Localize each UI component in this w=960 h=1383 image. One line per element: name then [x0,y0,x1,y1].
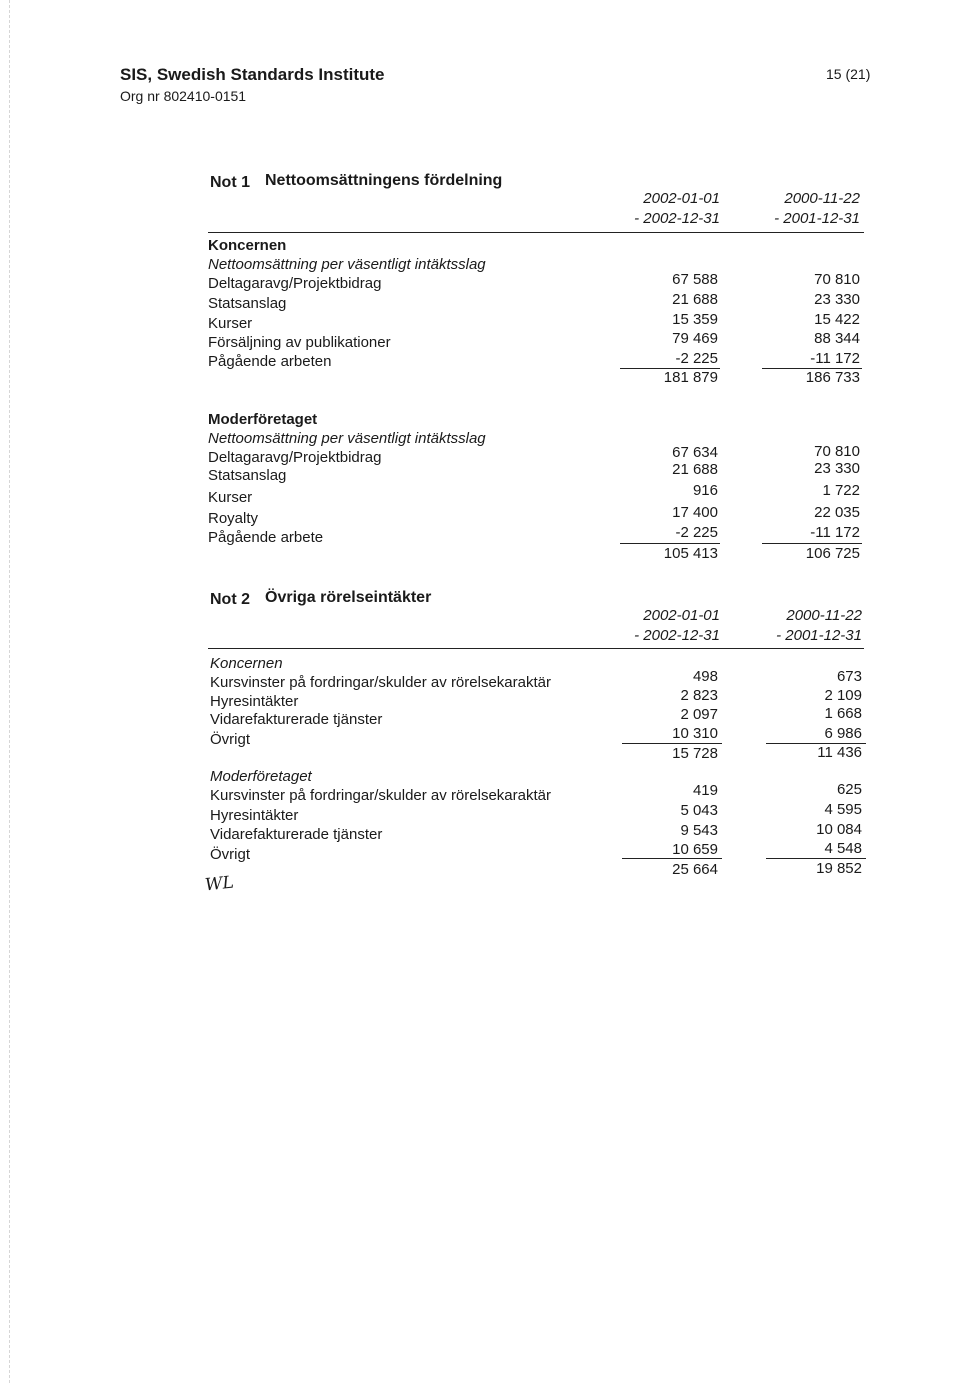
signature-initials: WL [204,872,235,896]
note2-header-rule [208,648,864,649]
table-row-label: Deltagaravg/Projektbidrag [208,449,382,466]
table-cell: 6 986 [824,725,862,742]
table-cell: 10 310 [672,725,718,742]
note1-col2-to: - 2001-12-31 [774,210,860,227]
table-cell: 17 400 [672,504,718,521]
table-cell: 673 [836,668,862,685]
table-cell: 21 688 [672,291,718,308]
table-cell: 23 330 [814,460,860,477]
table-cell: -2 225 [675,350,718,367]
sum-rule [622,858,722,859]
sum-rule [766,858,866,859]
note1-label: Not 1 [210,174,250,191]
note2-koncernen-heading: Koncernen [210,655,283,672]
table-row-label: Hyresintäkter [210,693,299,710]
total-cell: 106 725 [805,545,860,562]
note1-moder-subheading: Nettoomsättning per väsentligt intäktsslag [208,430,486,447]
table-cell: 79 469 [672,330,718,347]
table-row-label: Statsanslag [208,467,287,484]
note2-moder-heading: Moderföretaget [210,768,312,785]
sum-rule [762,543,862,544]
note1-moder-heading: Moderföretaget [208,411,318,428]
total-cell: 25 664 [672,861,718,878]
total-cell: 186 733 [805,369,860,386]
table-row-label: Försäljning av publikationer [208,334,391,351]
table-cell: 21 688 [672,461,718,478]
table-cell: 1 668 [824,705,862,722]
table-row-label: Royalty [208,510,259,527]
note2-label: Not 2 [210,591,250,608]
table-cell: -2 225 [675,524,718,541]
table-row-label: Övrigt [210,731,251,748]
note1-col1-to: - 2002-12-31 [634,210,720,227]
table-cell: 1 722 [822,482,860,499]
table-cell: 2 097 [680,706,718,723]
table-cell: 9 543 [680,822,718,839]
table-row-label: Pågående arbete [208,529,324,546]
sum-rule [620,543,720,544]
table-cell: -11 172 [810,524,860,541]
total-cell: 15 728 [672,745,718,762]
note1-col2-from: 2000-11-22 [784,190,860,207]
scan-edge [9,0,10,1383]
table-row-label: Övrigt [210,846,251,863]
table-row-label: Vidarefakturerade tjänster [210,826,383,843]
note1-header-rule [208,232,864,233]
table-cell: 625 [836,781,862,798]
table-cell: 10 659 [672,841,718,858]
note2-col2-to: - 2001-12-31 [776,627,862,644]
note2-col1-to: - 2002-12-31 [634,627,720,644]
table-cell: 88 344 [814,330,860,347]
total-cell: 19 852 [816,860,862,877]
note1-title: Nettoomsättningens fördelning [265,172,503,189]
table-row-label: Kursvinster på fordringar/skulder av rörelsekaraktär [210,787,551,804]
table-row-label: Kurser [208,315,253,332]
table-cell: 498 [692,668,718,685]
table-cell: 22 035 [814,504,860,521]
org-number: Org nr 802410-0151 [120,88,247,104]
total-cell: 105 413 [663,545,718,562]
table-cell: 67 634 [672,444,718,461]
note1-col1-from: 2002-01-01 [643,190,720,207]
table-cell: 4 548 [824,840,862,857]
table-cell: 15 422 [814,311,860,328]
org-name: SIS, Swedish Standards Institute [120,65,385,84]
table-row-label: Pågående arbeten [208,353,332,370]
note1-koncernen-heading: Koncernen [208,237,287,254]
note1-koncernen-subheading: Nettoomsättning per väsentligt intäktsslag [208,256,486,273]
table-row-label: Vidarefakturerade tjänster [210,711,383,728]
table-cell: 15 359 [672,311,718,328]
table-row-label: Hyresintäkter [210,807,299,824]
table-cell: 2 109 [824,687,862,704]
note2-title: Övriga rörelseintäkter [265,589,432,606]
table-cell: 5 043 [680,802,718,819]
sum-rule [622,743,722,744]
table-cell: 2 823 [680,687,718,704]
page-number: 15 (21) [826,66,871,82]
table-cell: 70 810 [814,443,860,460]
table-cell: 419 [692,782,718,799]
total-cell: 11 436 [817,744,862,761]
table-cell: 70 810 [814,271,860,288]
table-cell: 4 595 [824,801,862,818]
total-cell: 181 879 [663,369,718,386]
table-cell: 23 330 [814,291,860,308]
table-cell: 916 [692,482,718,499]
table-cell: -11 172 [810,350,860,367]
table-row-label: Kursvinster på fordringar/skulder av rörelsekaraktär [210,674,551,691]
table-cell: 67 588 [672,271,718,288]
table-row-label: Kurser [208,489,253,506]
note2-col1-from: 2002-01-01 [643,607,720,624]
table-row-label: Statsanslag [208,295,287,312]
note2-col2-from: 2000-11-22 [786,607,862,624]
table-row-label: Deltagaravg/Projektbidrag [208,275,382,292]
table-cell: 10 084 [816,821,862,838]
